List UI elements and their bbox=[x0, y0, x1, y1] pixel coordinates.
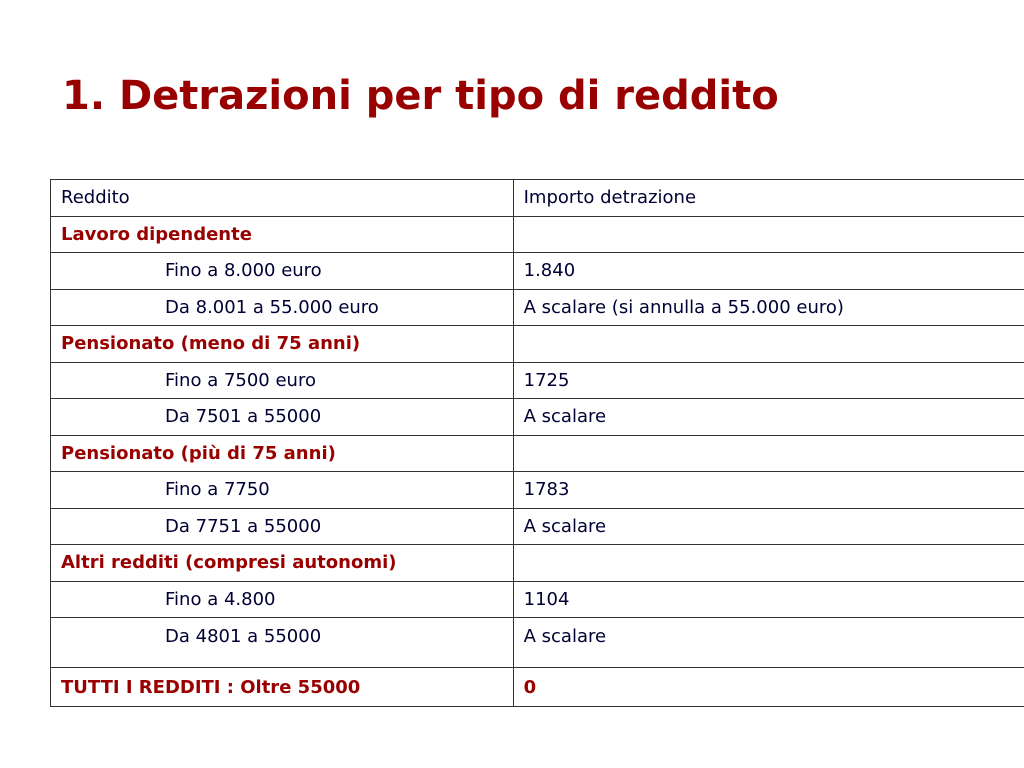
range-cell: Da 7501 a 55000 bbox=[51, 399, 514, 436]
category-label: Lavoro dipendente bbox=[51, 216, 514, 253]
amount-cell: 1104 bbox=[513, 581, 1024, 618]
range-cell: Da 4801 a 55000 bbox=[51, 618, 514, 668]
header-importo: Importo detrazione bbox=[513, 180, 1024, 217]
table-header-row bbox=[51, 180, 1024, 217]
amount-cell: 1725 bbox=[513, 362, 1024, 399]
table-row bbox=[51, 581, 1024, 618]
table-row bbox=[51, 399, 1024, 436]
range-cell: Da 7751 a 55000 bbox=[51, 508, 514, 545]
table-row bbox=[51, 362, 1024, 399]
category-label: Altri redditi (compresi autonomi) bbox=[51, 545, 514, 582]
total-label: TUTTI I REDDITI : Oltre 55000 bbox=[51, 668, 514, 707]
amount-cell: 1.840 bbox=[513, 253, 1024, 290]
empty-cell bbox=[513, 326, 1024, 363]
table-row bbox=[51, 289, 1024, 326]
amount-cell: A scalare bbox=[513, 618, 1024, 668]
category-row bbox=[51, 326, 1024, 363]
table-row bbox=[51, 472, 1024, 509]
table-row bbox=[51, 618, 1024, 668]
total-amount: 0 bbox=[513, 668, 1024, 707]
table-row bbox=[51, 508, 1024, 545]
empty-cell bbox=[513, 545, 1024, 582]
total-row bbox=[51, 668, 1024, 707]
empty-cell bbox=[513, 216, 1024, 253]
amount-cell: A scalare (si annulla a 55.000 euro) bbox=[513, 289, 1024, 326]
amount-cell: A scalare bbox=[513, 508, 1024, 545]
range-cell: Fino a 7500 euro bbox=[51, 362, 514, 399]
range-cell: Fino a 8.000 euro bbox=[51, 253, 514, 290]
category-label: Pensionato (più di 75 anni) bbox=[51, 435, 514, 472]
slide-title: 1. Detrazioni per tipo di reddito bbox=[62, 73, 779, 119]
detrazioni-table bbox=[50, 179, 1024, 707]
range-cell: Fino a 4.800 bbox=[51, 581, 514, 618]
range-cell: Fino a 7750 bbox=[51, 472, 514, 509]
amount-cell: 1783 bbox=[513, 472, 1024, 509]
category-label: Pensionato (meno di 75 anni) bbox=[51, 326, 514, 363]
header-reddito: Reddito bbox=[51, 180, 514, 217]
table-row bbox=[51, 253, 1024, 290]
range-cell: Da 8.001 a 55.000 euro bbox=[51, 289, 514, 326]
category-row bbox=[51, 216, 1024, 253]
empty-cell bbox=[513, 435, 1024, 472]
category-row bbox=[51, 435, 1024, 472]
amount-cell: A scalare bbox=[513, 399, 1024, 436]
category-row bbox=[51, 545, 1024, 582]
